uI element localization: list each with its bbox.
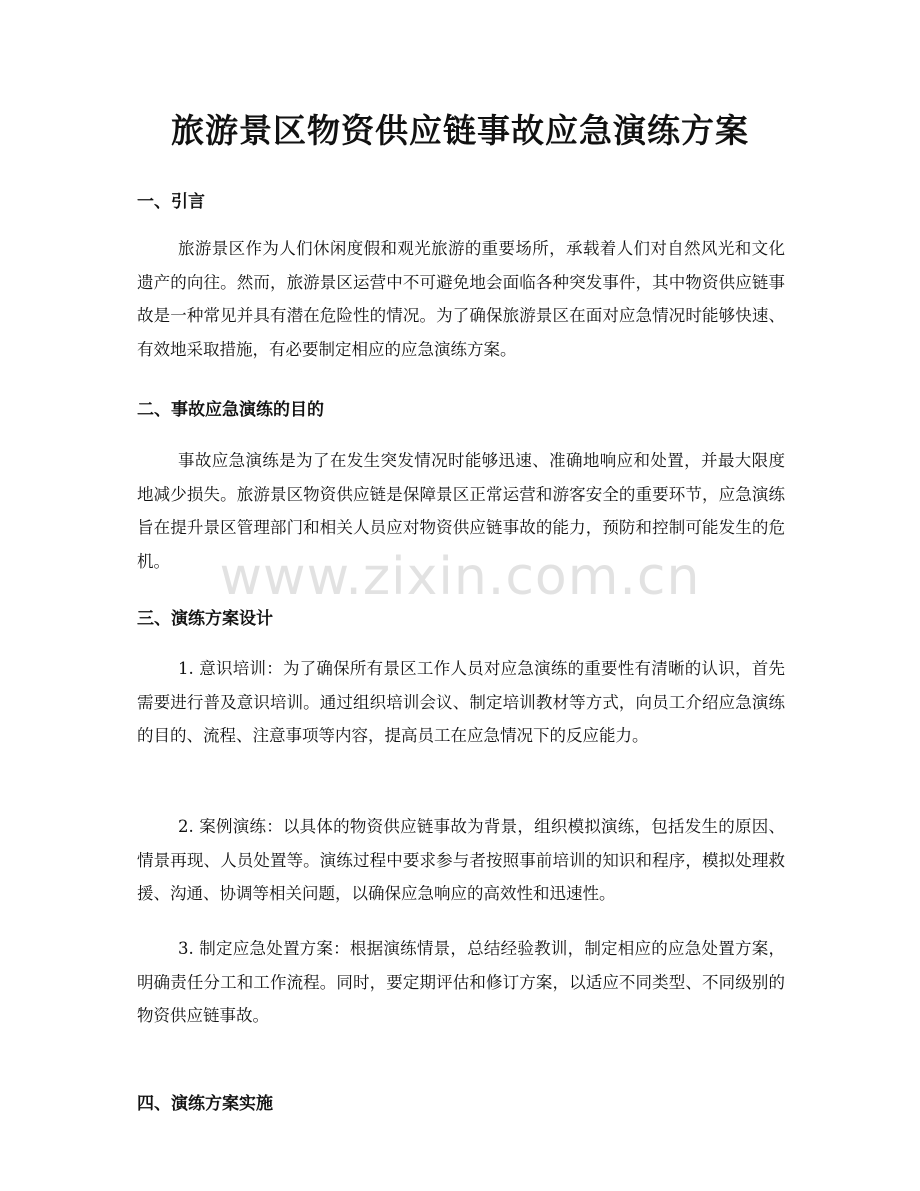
paragraph-design-response-plan: 3. 制定应急处置方案：根据演练情景，总结经验教训，制定相应的应急处置方案，明确责任分工和工作流程。同时，要定期评估和修订方案，以适应不同类型、不同级别的物资供应链事故。 <box>137 939 785 1025</box>
section-heading-introduction: 一、引言 <box>137 192 205 212</box>
paragraph-introduction: 旅游景区作为人们休闲度假和观光旅游的重要场所，承载着人们对自然风光和文化遗产的向往。然而，旅游景区运营中不可避免地会面临各种突发事件，其中物资供应链事故是一种常见并具有潜在危险性的情况。为了确保旅游景区在面对应急情况时能够快速、有效地采取措施，有必要制定相应的应急演练方案。 <box>137 239 785 359</box>
section-heading-implementation: 四、演练方案实施 <box>137 1094 273 1114</box>
watermark: www.zixin.com.cn <box>219 547 701 607</box>
section-heading-design: 三、演练方案设计 <box>137 609 273 629</box>
paragraph-purpose: 事故应急演练是为了在发生突发情况时能够迅速、准确地响应和处置，并最大限度地减少损失。旅游景区物资供应链是保障景区正常运营和游客安全的重要环节，应急演练旨在提升景区管理部门和相关人员应对物资供应链事故的能力，预防和控制可能发生的危机。 <box>137 451 785 571</box>
document-title: 旅游景区物资供应链事故应急演练方案 <box>171 111 749 150</box>
section-heading-purpose: 二、事故应急演练的目的 <box>137 400 324 420</box>
paragraph-design-case-drill: 2. 案例演练：以具体的物资供应链事故为背景，组织模拟演练，包括发生的原因、情景再现、人员处置等。演练过程中要求参与者按照事前培训的知识和程序，模拟处理救援、沟通、协调等相关问题，以确保应急响应的高效性和迅速性。 <box>137 817 785 903</box>
paragraph-design-training: 1. 意识培训：为了确保所有景区工作人员对应急演练的重要性有清晰的认识，首先需要进行普及意识培训。通过组织培训会议、制定培训教材等方式，向员工介绍应急演练的目的、流程、注意事项等内容，提高员工在应急情况下的反应能力。 <box>137 659 785 745</box>
